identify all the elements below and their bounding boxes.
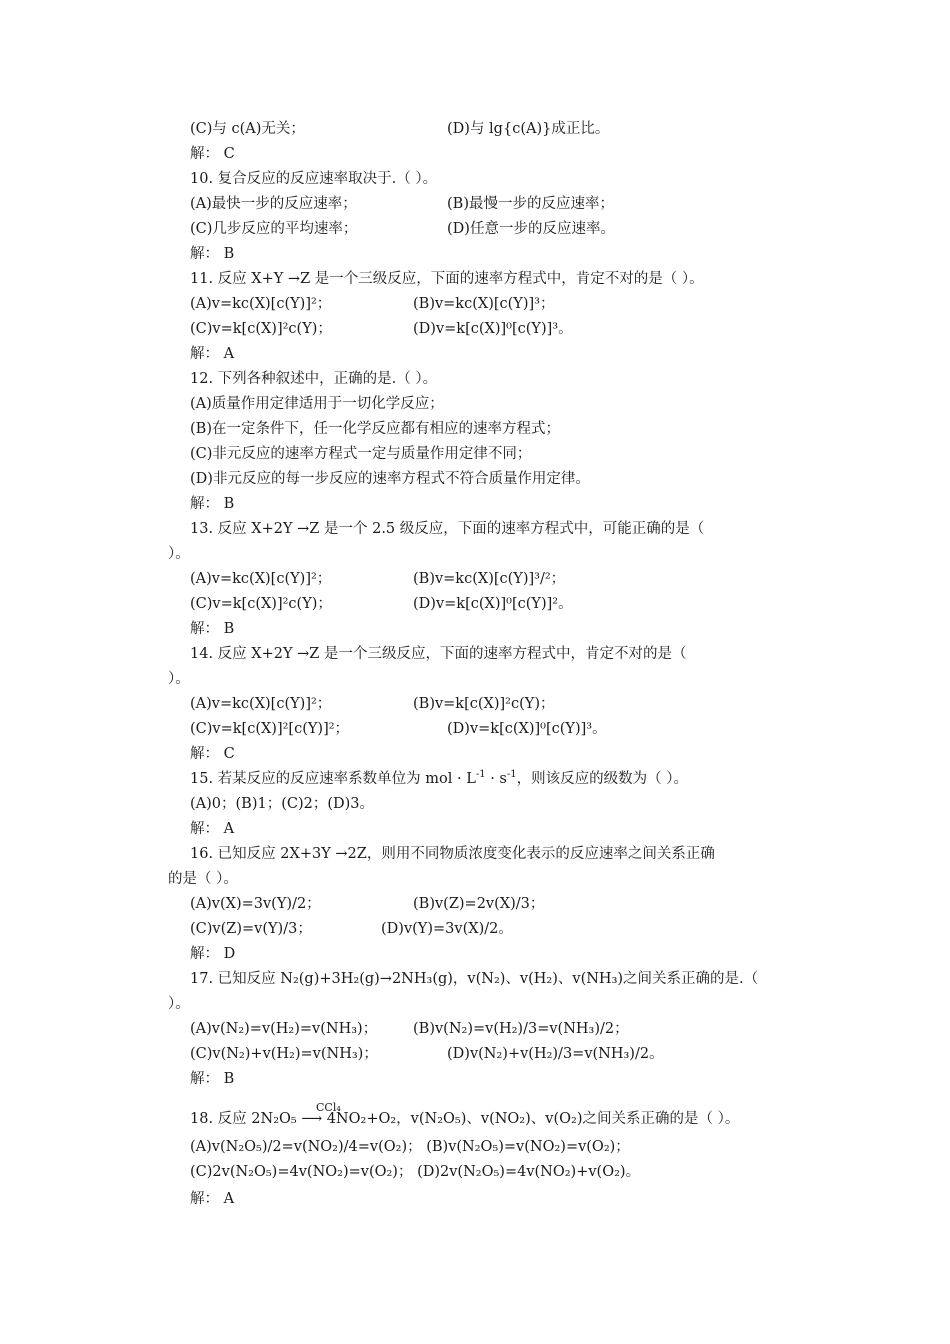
- q14-answer: 解： C: [190, 746, 235, 762]
- q18-stem: 18. 反应 2N₂O₅ ⟶ 4NO₂+O₂，v(N₂O₅)、v(NO₂)、v(O₂)之间关系正确的是（ ）。: [190, 1111, 740, 1127]
- q14-option-c: (C)v=k[c(X)]²[c(Y)]²；: [190, 721, 350, 737]
- q10-option-d: (D)任意一步的反应速率。: [447, 221, 615, 237]
- q16-option-b: (B)v(Z)=2v(X)/3；: [413, 896, 545, 912]
- q12-option-b: (B)在一定条件下，任一化学反应都有相应的速率方程式；: [190, 421, 560, 437]
- q18-catalyst-label: CCl₄: [316, 1101, 341, 1114]
- q13-option-c: (C)v=k[c(X)]²c(Y)；: [190, 596, 332, 612]
- q18-options-cd: (C)2v(N₂O₅)=4v(NO₂)=v(O₂)； (D)2v(N₂O₅)=4v(NO₂)+v(O₂)。: [190, 1164, 641, 1180]
- q15-stem: 15. 若某反应的反应速率系数单位为 mol · $L^{-1} \cdot s^{-1}$，则该反应的级数为（ ）。: [190, 769, 688, 787]
- q16-option-d: (D)v(Y)=3v(X)/2。: [381, 921, 513, 937]
- q10-option-a: (A)最快一步的反应速率；: [190, 196, 357, 212]
- q13-stem: 13. 反应 X+2Y →Z 是一个 2.5 级反应，下面的速率方程式中，可能正确的是（: [190, 521, 705, 537]
- q13-option-d: (D)v=k[c(X)]⁰[c(Y)]²。: [413, 596, 573, 612]
- q11-option-a: (A)v=kc(X)[c(Y)]²；: [190, 296, 332, 312]
- q13-answer: 解： B: [190, 621, 235, 637]
- q13-option-b: (B)v=kc(X)[c(Y)]³/²；: [413, 571, 566, 587]
- q12-answer: 解： B: [190, 496, 235, 512]
- q17-option-c: (C)v(N₂)+v(H₂)=v(NH₃)；: [190, 1046, 378, 1062]
- q12-stem: 12. 下列各种叙述中，正确的是.（ ）。: [190, 371, 438, 387]
- q14-stem-cont: ）。: [168, 671, 190, 687]
- q17-option-d: (D)v(N₂)+v(H₂)/3=v(NH₃)/2。: [447, 1046, 664, 1062]
- q9-answer: 解： C: [190, 146, 235, 162]
- q11-option-b: (B)v=kc(X)[c(Y)]³；: [413, 296, 555, 312]
- q18-answer: 解： A: [190, 1191, 235, 1207]
- q17-answer: 解： B: [190, 1071, 235, 1087]
- q13-option-a: (A)v=kc(X)[c(Y)]²；: [190, 571, 332, 587]
- q14-option-a: (A)v=kc(X)[c(Y)]²；: [190, 696, 332, 712]
- q9-option-c: (C)与 c(A)无关；: [190, 121, 305, 137]
- q15-options: (A)0；(B)1；(C)2；(D)3。: [190, 796, 375, 812]
- q10-option-c: (C)几步反应的平均速率；: [190, 221, 358, 237]
- q12-option-c: (C)非元反应的速率方程式一定与质量作用定律不同；: [190, 446, 532, 462]
- q10-answer: 解： B: [190, 246, 235, 262]
- q15-answer: 解： A: [190, 821, 235, 837]
- q16-option-a: (A)v(X)=3v(Y)/2；: [190, 896, 321, 912]
- q10-stem: 10. 复合反应的反应速率取决于.（ ）。: [190, 171, 438, 187]
- q16-option-c: (C)v(Z)=v(Y)/3；: [190, 921, 312, 937]
- q16-stem-cont: 的是（ ）。: [168, 871, 238, 887]
- q17-option-a: (A)v(N₂)=v(H₂)=v(NH₃)；: [190, 1021, 378, 1037]
- q9-option-d: (D)与 lg{c(A)}成正比。: [447, 121, 610, 137]
- q14-option-b: (B)v=k[c(X)]²c(Y)；: [413, 696, 555, 712]
- q17-stem-cont: ）。: [168, 996, 190, 1012]
- q13-stem-cont: ）。: [168, 546, 190, 562]
- q12-option-a: (A)质量作用定律适用于一切化学反应；: [190, 396, 444, 412]
- q11-option-c: (C)v=k[c(X)]²c(Y)；: [190, 321, 332, 337]
- q15-unit-exponent-2: -1: [506, 769, 517, 780]
- q12-option-d: (D)非元反应的每一步反应的速率方程式不符合质量作用定律。: [190, 471, 590, 487]
- q16-stem: 16. 已知反应 2X+3Y →2Z，则用不同物质浓度变化表示的反应速率之间关系正确: [190, 846, 715, 862]
- q10-option-b: (B)最慢一步的反应速率；: [447, 196, 614, 212]
- q17-stem: 17. 已知反应 N₂(g)+3H₂(g)→2NH₃(g)，v(N₂)、v(H₂)、v(NH₃)之间关系正确的是.（: [190, 971, 759, 987]
- q11-answer: 解： A: [190, 346, 235, 362]
- q15-unit-exponent-1: -1: [475, 769, 486, 780]
- q11-stem: 11. 反应 X+Y →Z 是一个三级反应，下面的速率方程式中，肯定不对的是（ ）。: [190, 271, 704, 287]
- q11-option-d: (D)v=k[c(X)]⁰[c(Y)]³。: [413, 321, 573, 337]
- q18-options-ab: (A)v(N₂O₅)/2=v(NO₂)/4=v(O₂)； (B)v(N₂O₅)=v(NO₂)=v(O₂)；: [190, 1139, 630, 1155]
- q14-option-d: (D)v=k[c(X)]⁰[c(Y)]³。: [447, 721, 607, 737]
- q14-stem: 14. 反应 X+2Y →Z 是一个三级反应，下面的速率方程式中，肯定不对的是（: [190, 646, 687, 662]
- q16-answer: 解： D: [190, 946, 236, 962]
- q17-option-b: (B)v(N₂)=v(H₂)/3=v(NH₃)/2；: [413, 1021, 629, 1037]
